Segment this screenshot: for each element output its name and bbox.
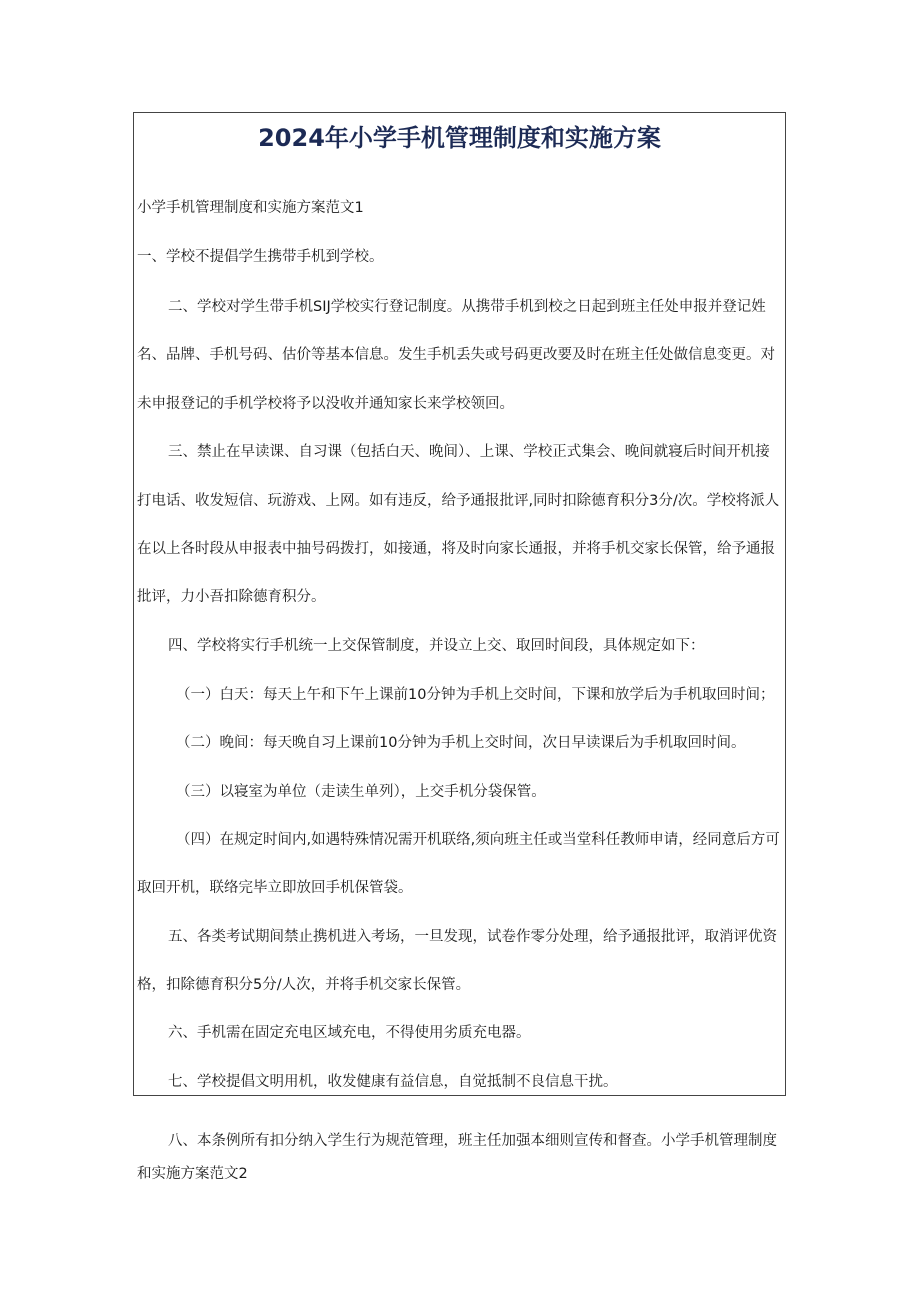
- paragraph-line: 格，扣除德育积分5分/人次，并将手机交家长保管。: [137, 977, 471, 993]
- paragraph-line: （三）以寝室为单位（走读生单列），上交手机分袋保管。: [176, 784, 546, 800]
- paragraph-line: 四、学校将实行手机统一上交保管制度，并设立上交、取回时间段，具体规定如下：: [168, 638, 705, 654]
- paragraph-line: 一、学校不提倡学生携带手机到学校。: [137, 249, 384, 265]
- paragraph-line: 批评，力小吾扣除德育积分。: [137, 589, 326, 605]
- section-heading: 小学手机管理制度和实施方案范文1: [137, 200, 364, 216]
- paragraph-line: 三、禁止在早读课、自习课（包括白天、晚间）、上课、学校正式集会、晚间就寝后时间开机接: [168, 444, 770, 460]
- paragraph-line: （一）白天：每天上午和下午上课前10分钟为手机上交时间，下课和放学后为手机取回时间；: [176, 687, 775, 703]
- paragraph-line: 打电话、收发短信、玩游戏、上网。如有违反，给予通报批评,同时扣除德育积分3分/次。学校将派人: [137, 493, 780, 509]
- paragraph-line: 取回开机，联络完毕立即放回手机保管袋。: [137, 880, 413, 896]
- paragraph-line: 在以上各时段从申报表中抽号码拨打，如接通，将及时向家长通报，并将手机交家长保管，给予通报: [137, 541, 775, 557]
- paragraph-line: 和实施方案范文2: [137, 1166, 248, 1182]
- paragraph-line: 未申报登记的手机学校将予以没收并通知家长来学校领回。: [137, 396, 514, 412]
- paragraph-line: 二、学校对学生带手机SIJ学校实行登记制度。从携带手机到校之日起到班主任处申报并登记姓: [168, 299, 766, 315]
- document-title: 2024年小学手机管理制度和实施方案: [258, 124, 661, 152]
- paragraph-line: 七、学校提倡文明用机，收发健康有益信息，自觉抵制不良信息干扰。: [168, 1074, 618, 1090]
- paragraph-line: （二）晚间：每天晚自习上课前10分钟为手机上交时间，次日早读课后为手机取回时间。: [176, 735, 746, 751]
- paragraph-line: 六、手机需在固定充电区域充电，不得使用劣质充电器。: [168, 1025, 531, 1041]
- paragraph-line: 名、品牌、手机号码、估价等基本信息。发生手机丢失或号码更改要及时在班主任处做信息变更。对: [137, 347, 775, 363]
- paragraph-line: 八、本条例所有扣分纳入学生行为规范管理，班主任加强本细则宣传和督查。小学手机管理制度: [168, 1133, 777, 1149]
- paragraph-line: （四）在规定时间内,如遇特殊情况需开机联络,须向班主任或当堂科任教师申请，经同意后方可: [176, 832, 780, 848]
- paragraph-line: 五、各类考试期间禁止携机进入考场，一旦发现，试卷作零分处理，给予通报批评，取消评优资: [168, 929, 777, 945]
